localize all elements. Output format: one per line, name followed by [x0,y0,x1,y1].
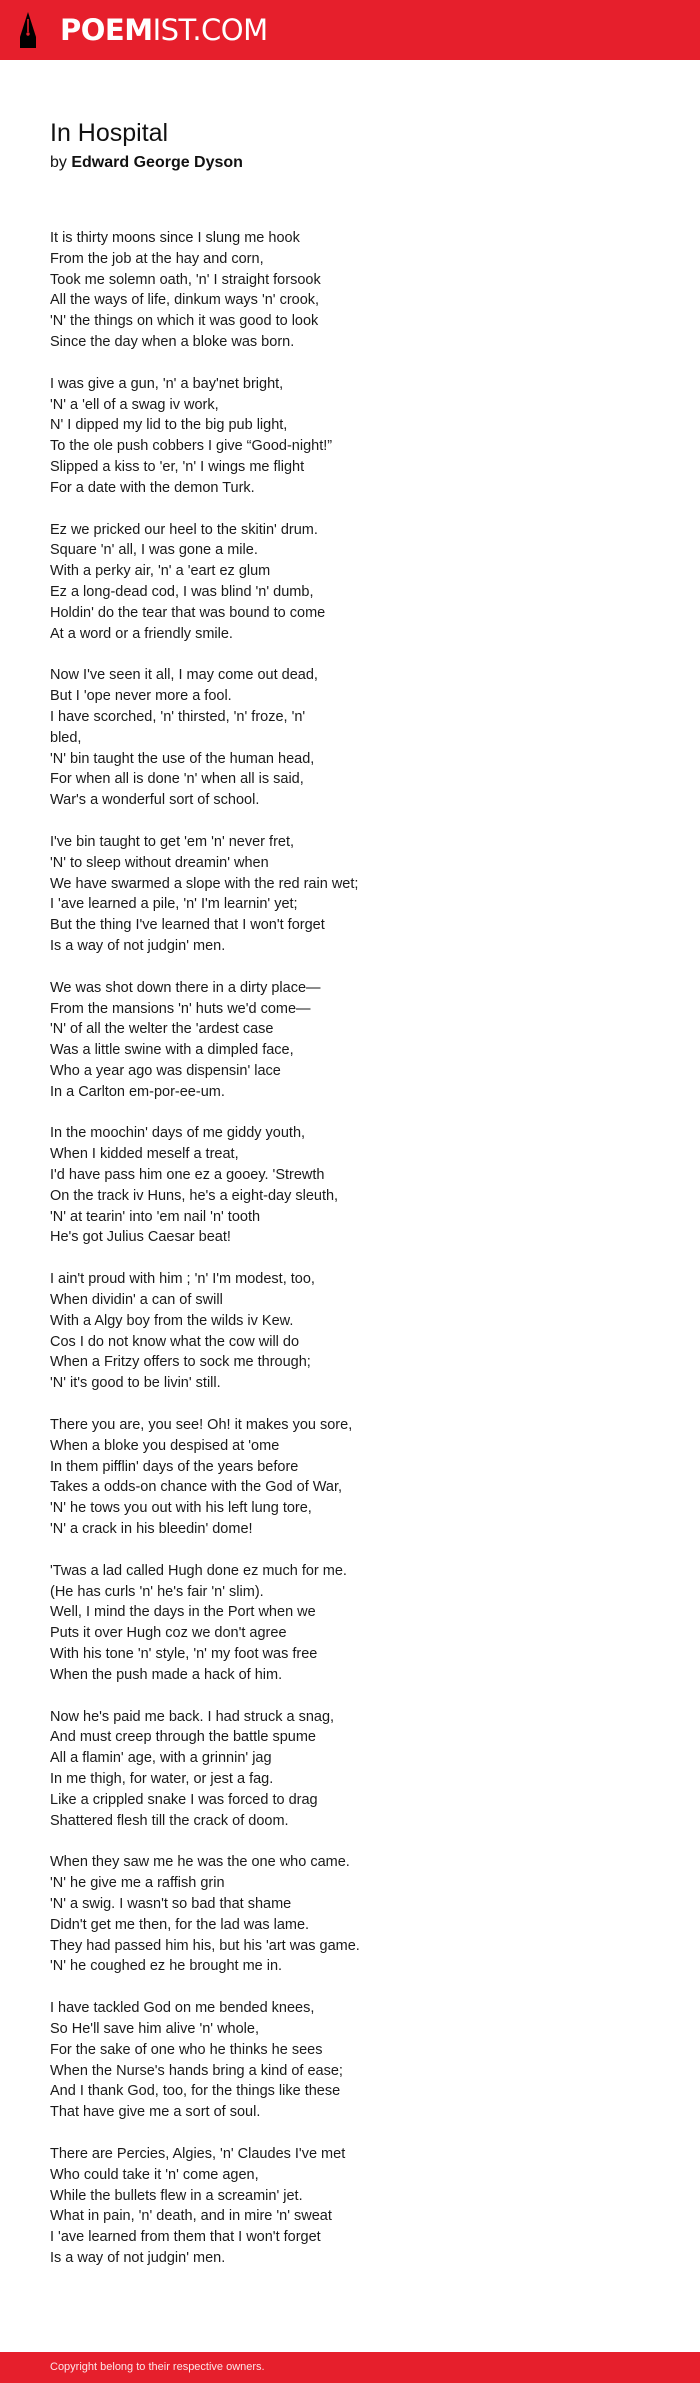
site-logo[interactable] [18,10,268,50]
poem-line: From the mansions 'n' huts we'd come— [50,1000,311,1017]
poem-stanza [50,520,650,645]
poem-stanza [50,665,650,811]
poem-line: I have scorched, 'n' thirsted, 'n' froze, 'n' [50,708,306,725]
site-footer [0,2352,700,2383]
poem-line: For the sake of one who he thinks he sees [50,2041,323,2058]
poem-stanza [50,1561,650,1686]
poem-line: Didn't get me then, for the lad was lame. [50,1916,310,1933]
poem-line: 'N' it's good to be livin' still. [50,1375,221,1392]
poem-title: In Hospital [50,119,169,147]
poem-content [50,118,650,2290]
poem-line: Now he's paid me back. I had struck a snag, [50,1708,335,1725]
poem-line: 'N' to sleep without dreamin' when [50,854,269,871]
poem-line: All a flamin' age, with a grinnin' jag [50,1750,272,1767]
poem-line: Cos I do not know what the cow will do [50,1333,300,1350]
poem-stanza [50,1123,650,1248]
poem-line: When they saw me he was the one who came. [50,1854,350,1871]
poem-line: To the ole push cobbers I give “Good-night!” [50,438,333,455]
poem-line: In the moochin' days of me giddy youth, [50,1125,306,1142]
poem-stanza [50,1998,650,2123]
poem-byline [50,152,650,174]
poem-line: I 'ave learned a pile, 'n' I'm learnin' yet; [50,896,298,913]
poem-stanza [50,1852,650,1977]
poem-line: There you are, you see! Oh! it makes you sore, [50,1417,353,1434]
poem-line: 'N' a 'ell of a swag iv work, [50,396,219,413]
poem-stanza [50,978,650,1103]
poem-stanza [50,1415,650,1540]
poem-line: Was a little swine with a dimpled face, [50,1042,294,1059]
logo-light-text: IST.COM [152,13,268,47]
poem-line: Shattered flesh till the crack of doom. [50,1812,289,1829]
poem-line: Now I've seen it all, I may come out dead, [50,667,318,684]
poem-line: 'N' he coughed ez he brought me in. [50,1958,283,1975]
poem-line: Slipped a kiss to 'er, 'n' I wings me flight [50,458,305,475]
poem-line: There are Percies, Algies, 'n' Claudes I've met [50,2145,346,2162]
poem-line: I ain't proud with him ; 'n' I'm modest, too, [50,1271,315,1288]
poem-line: Took me solemn oath, 'n' I straight forsook [50,271,321,288]
poem-line: When a Fritzy offers to sock me through; [50,1354,311,1371]
poem-line: I have tackled God on me bended knees, [50,2000,315,2017]
poem-line: (He has curls 'n' he's fair 'n' slim). [50,1583,264,1600]
poem-line: With his tone 'n' style, 'n' my foot was free [50,1646,318,1663]
logo-bold-text: POEM [60,13,153,47]
poem-line: He's got Julius Caesar beat! [50,1229,231,1246]
poem-line: Is a way of not judgin' men. [50,2249,226,2266]
pen-nib-icon [18,10,38,50]
poem-line: 'N' he give me a raffish grin [50,1875,225,1892]
poem-line: 'N' a crack in his bleedin' dome! [50,1521,253,1538]
poem-line: When dividin' a can of swill [50,1292,223,1309]
poem-line: From the job at the hay and corn, [50,250,264,267]
poem-line: With a perky air, 'n' a 'eart ez glum [50,563,271,580]
poem-line: We have swarmed a slope with the red rain wet; [50,875,359,892]
poem-line: I 'ave learned from them that I won't forget [50,2229,321,2246]
poem-line: But I 'ope never more a fool. [50,688,232,705]
poem-line: Holdin' do the tear that was bound to come [50,604,326,621]
poem-line: I'd have pass him one ez a gooey. 'Strewth [50,1167,325,1184]
site-header [0,0,700,60]
poem-line: When the push made a hack of him. [50,1666,283,1683]
poem-line: On the track iv Huns, he's a eight-day sleuth, [50,1187,339,1204]
poem-line: They had passed him his, but his 'art was game. [50,1937,360,1954]
poem-line: I've bin taught to get 'em 'n' never fret, [50,833,295,850]
poem-line: 'N' of all the welter the 'ardest case [50,1021,274,1038]
poem-line: 'Twas a lad called Hugh done ez much for me. [50,1562,347,1579]
poem-line: In me thigh, for water, or jest a fag. [50,1771,274,1787]
poem-line: Who could take it 'n' come agen, [50,2166,259,2183]
copyright-text: Copyright belong to their respective owners. [50,2361,265,2373]
poem-line: Is a way of not judgin' men. [50,937,226,954]
poem-line: Square 'n' all, I was gone a mile. [50,542,258,559]
poem-line: Ez we pricked our heel to the skitin' drum. [50,521,318,538]
poem-stanza [50,228,650,353]
poem-line: That have give me a sort of soul. [50,2104,261,2121]
poem-line: It is thirty moons since I slung me hook [50,230,300,246]
poem-line: Puts it over Hugh coz we don't agree [50,1625,287,1642]
poem-line: 'N' bin taught the use of the human head, [50,750,315,767]
poem-line: For a date with the demon Turk. [50,479,255,496]
poem-line: I was give a gun, 'n' a bay'net bright, [50,375,284,392]
poem-line: So He'll save him alive 'n' whole, [50,2020,259,2037]
poem-line: Who a year ago was dispensin' lace [50,1062,281,1079]
poem-line: What in pain, 'n' death, and in mire 'n' sweat [50,2208,332,2225]
poem-line: When a bloke you despised at 'ome [50,1437,280,1454]
poem-stanza [50,374,650,499]
poem-line: War's a wonderful sort of school. [50,792,260,809]
poem-line: In a Carlton em-por-ee-um. [50,1083,225,1100]
poem-line: When I kidded meself a treat, [50,1146,239,1163]
poem-stanza [50,1269,650,1394]
poem-line: But the thing I've learned that I won't forget [50,917,325,934]
poem-stanza [50,1707,650,1832]
poem-line: We was shot down there in a dirty place— [50,979,321,996]
poem-body [50,228,650,2269]
poem-line: In them pifflin' days of the years before [50,1458,299,1475]
poem-line: Like a crippled snake I was forced to drag [50,1791,318,1808]
poem-stanza [50,2144,650,2269]
poem-line: For when all is done 'n' when all is said, [50,771,304,788]
poem-line: With a Algy boy from the wilds iv Kew. [50,1312,294,1329]
poem-line: And must creep through the battle spume [50,1729,316,1746]
poem-line: Ez a long-dead cod, I was blind 'n' dumb, [50,583,314,600]
poem-line: And I thank God, too, for the things like these [50,2083,341,2100]
poem-stanza [50,832,650,957]
poem-line: 'N' he tows you out with his left lung tore, [50,1500,312,1517]
poem-line: 'N' a swig. I wasn't so bad that shame [50,1895,292,1912]
poem-line: bled, [50,729,82,746]
poem-line: Takes a odds-on chance with the God of War, [50,1479,343,1496]
poem-line: While the bullets flew in a screamin' jet. [50,2187,303,2204]
poem-line: 'N' the things on which it was good to look [50,313,319,330]
poem-line: When the Nurse's hands bring a kind of ease; [50,2062,343,2079]
poem-author: Edward George Dyson [71,154,243,171]
poem-line: N' I dipped my lid to the big pub light, [50,417,288,434]
byline-prefix: by [50,154,67,171]
poem-line: 'N' at tearin' into 'em nail 'n' tooth [50,1208,261,1225]
poem-line: Since the day when a bloke was born. [50,333,295,350]
poem-line: At a word or a friendly smile. [50,625,233,642]
site-logo-text [60,10,268,50]
poem-line: Well, I mind the days in the Port when we [50,1604,316,1621]
poem-line: All the ways of life, dinkum ways 'n' crook, [50,292,320,309]
